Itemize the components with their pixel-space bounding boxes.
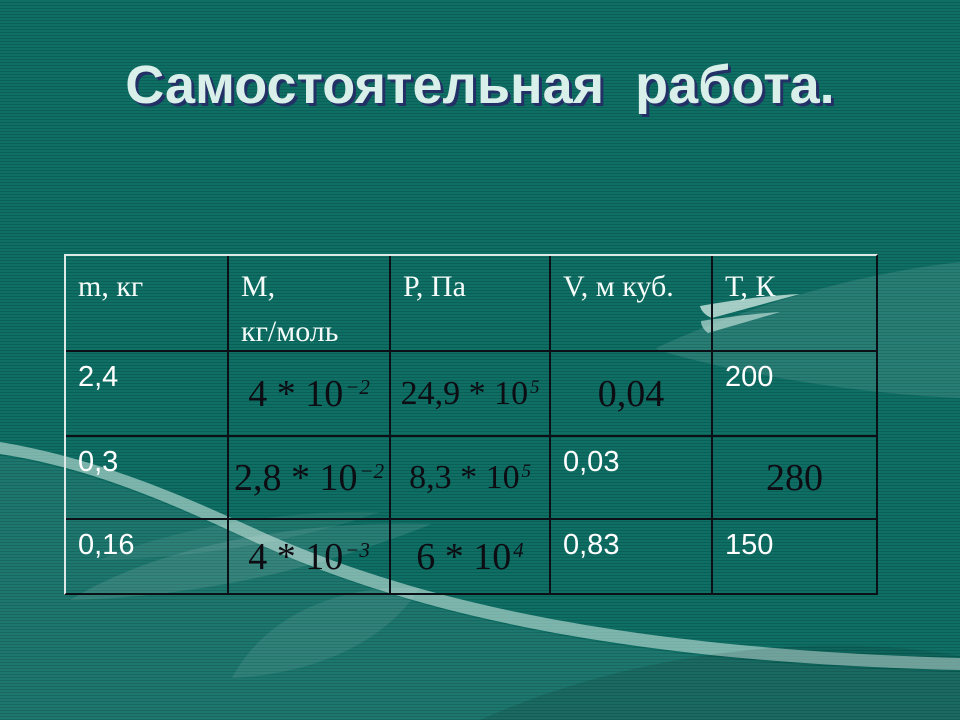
data-table bbox=[64, 254, 878, 595]
header-mass-label: m, кг bbox=[78, 270, 144, 303]
header-mass bbox=[66, 256, 229, 352]
cell-volume-1 bbox=[551, 352, 713, 437]
cell-pressure-2-value: 8,3 * 10 $^5$ bbox=[409, 458, 531, 496]
header-molar-mass bbox=[229, 256, 391, 352]
cell-temperature-1-value: 200 bbox=[725, 361, 774, 393]
cell-molar-mass-1 bbox=[229, 352, 391, 437]
cell-mass-3-value: 0,16 bbox=[78, 529, 135, 561]
header-volume-label: V, м куб. bbox=[563, 270, 674, 303]
header-pressure-label: Р, Па bbox=[403, 270, 466, 303]
exponent: −3 bbox=[345, 538, 370, 563]
header-molar-mass-line1: М, bbox=[241, 270, 276, 303]
cell-temperature-3 bbox=[713, 520, 876, 593]
header-temperature-label: Т, К bbox=[725, 270, 776, 303]
cell-molar-mass-3 bbox=[229, 520, 391, 593]
cell-mass-2 bbox=[66, 437, 229, 520]
cell-volume-1-value: 0,04 bbox=[597, 372, 665, 415]
cell-pressure-1-value: 24,9 * 10 $^5$ bbox=[400, 374, 540, 412]
cell-molar-mass-3-value: $4 * 10^{-3}$ bbox=[248, 535, 370, 578]
cell-temperature-3-value: 150 bbox=[725, 529, 774, 561]
cell-pressure-2 bbox=[391, 437, 551, 520]
exponent: 5 bbox=[530, 377, 540, 399]
cell-temperature-2 bbox=[713, 437, 876, 520]
exponent: −2 bbox=[359, 459, 385, 484]
header-volume bbox=[551, 256, 713, 352]
cell-molar-mass-2-value: $2,8 * 10^{-2}$ bbox=[233, 456, 385, 499]
cell-temperature-1 bbox=[713, 352, 876, 437]
cell-volume-3 bbox=[551, 520, 713, 593]
header-molar-mass-line2: кг/моль bbox=[241, 315, 339, 348]
cell-volume-2 bbox=[551, 437, 713, 520]
cell-temperature-2-value: 280 bbox=[766, 456, 823, 499]
exponent: 5 bbox=[521, 461, 531, 483]
header-temperature bbox=[713, 256, 876, 352]
cell-molar-mass-2 bbox=[229, 437, 391, 520]
cell-pressure-3-value: $6 * 10^4$ bbox=[416, 535, 524, 578]
cell-volume-2-value: 0,03 bbox=[563, 446, 620, 478]
cell-volume-3-value: 0,83 bbox=[563, 529, 620, 561]
cell-mass-1 bbox=[66, 352, 229, 437]
exponent: −2 bbox=[345, 375, 370, 400]
header-pressure bbox=[391, 256, 551, 352]
cell-molar-mass-1-value: $4 * 10^{-2}$ bbox=[248, 372, 370, 415]
exponent: 4 bbox=[513, 538, 524, 563]
slide-title: Самостоятельная работа. bbox=[125, 55, 835, 115]
cell-pressure-1 bbox=[391, 352, 551, 437]
cell-mass-1-value: 2,4 bbox=[78, 361, 119, 393]
cell-mass-2-value: 0,3 bbox=[78, 446, 119, 478]
cell-mass-3 bbox=[66, 520, 229, 593]
cell-pressure-3 bbox=[391, 520, 551, 593]
